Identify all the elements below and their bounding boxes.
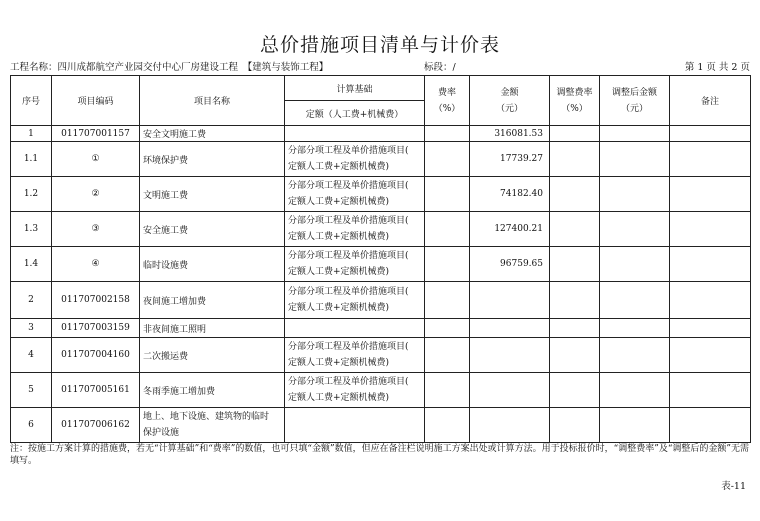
table-row: 1 011707001157 安全文明施工费 316081.53 (11, 126, 751, 142)
project-name: 工程名称：四川成都航空产业园交付中心厂房建设工程 【建筑与装饰工程】 (10, 62, 329, 73)
project-info-bar (10, 61, 750, 75)
table-row: 4 011707004160 二次搬运费 分部分项工程及单价措施项目( 定额人工费+定额机械费) (11, 338, 751, 373)
header-rate: 费率 （%） (425, 76, 470, 126)
header-name: 项目名称 (140, 76, 285, 126)
header-remark: 备注 (670, 76, 751, 126)
header-code: 项目编码 (52, 76, 140, 126)
table-row: 5 011707005161 冬雨季施工增加费 分部分项工程及单价措施项目( 定额人工费+定额机械费) (11, 373, 751, 408)
header-adj-rate: 调整费率 （%） (550, 76, 600, 126)
table-row: 3 011707003159 非夜间施工照明 (11, 319, 751, 338)
header-adj-amount: 调整后金额 （元） (600, 76, 670, 126)
table-row: 2 011707002158 夜间施工增加费 分部分项工程及单价措施项目( 定额人工费+定额机械费) (11, 282, 751, 319)
page-title: 总价措施项目清单与计价表 (259, 34, 500, 56)
table-row: 1.4 ④ 临时设施费 分部分项工程及单价措施项目( 定额人工费+定额机械费) 96759.65 (11, 247, 751, 282)
table-row: 1.1 ① 环境保护费 分部分项工程及单价措施项目( 定额人工费+定额机械费) 17739.27 (11, 142, 751, 177)
header-amount: 金额 （元） (470, 76, 550, 126)
form-tag: 表-11 (721, 481, 746, 492)
header-basis: 计算基础 (285, 76, 425, 101)
table-row: 1.3 ③ 安全施工费 分部分项工程及单价措施项目( 定额人工费+定额机械费) 127400.21 (11, 212, 751, 247)
measures-table (10, 75, 751, 443)
header-basis-sub: 定额（人工费+机械费） (285, 101, 425, 126)
table-row: 6 011707006162 地上、地下设施、建筑物的临时 保护设施 (11, 408, 751, 443)
table-row: 1.2 ② 文明施工费 分部分项工程及单价措施项目( 定额人工费+定额机械费) 74182.40 (11, 177, 751, 212)
header-seq: 序号 (11, 76, 52, 126)
footnote: 注：按施工方案计算的措施费，若无“计算基础”和“费率”的数值，也可只填“金额”数值，但应在备注栏说明施工方案出处或计算方法。用于投标报价时，“调整费率”及“调整后的金额”无需填写。 (10, 444, 750, 466)
page-number: 第 1 页 共 2 页 (684, 62, 750, 73)
section-label: 标段：/ (424, 62, 456, 73)
